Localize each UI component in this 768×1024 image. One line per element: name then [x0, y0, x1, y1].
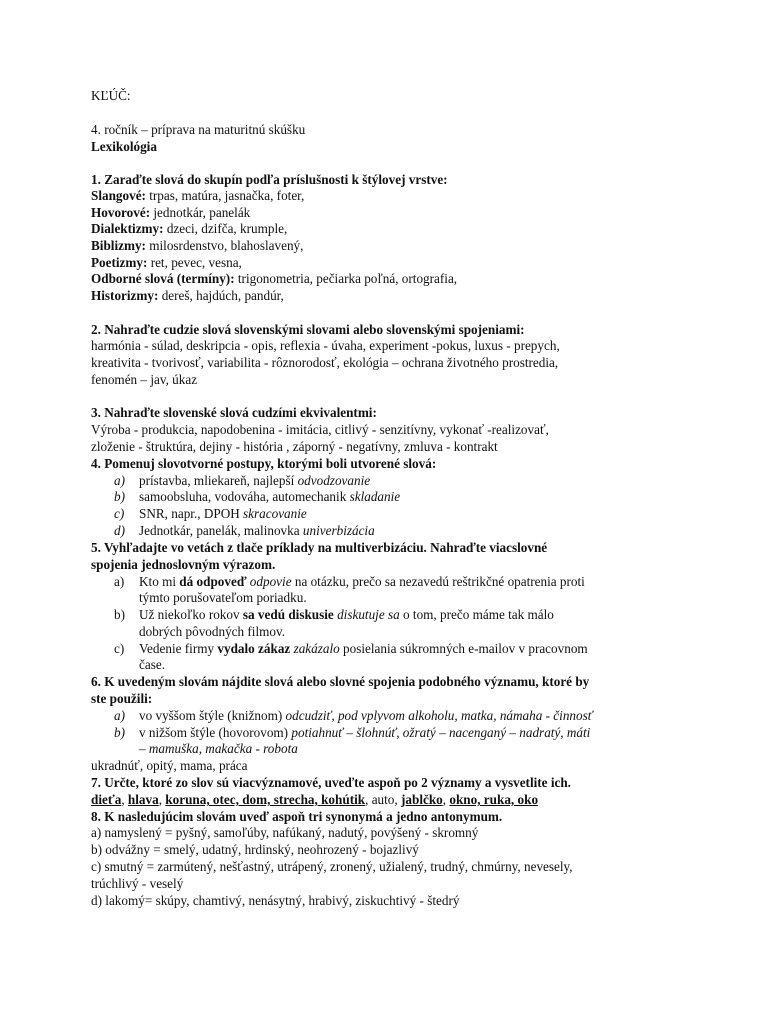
- q6-item: [139, 708, 593, 724]
- list-marker: a): [114, 574, 125, 589]
- q1-label: Slangové:: [91, 188, 146, 203]
- q5-text: Vedenie firmy: [139, 641, 218, 656]
- q4-item: [139, 506, 307, 522]
- q8-answer-line: a) namyslený = pyšný, samoľúby, nafúkaný, nadutý, povýšený - skromný: [91, 825, 479, 840]
- q1-label: Poetizmy:: [91, 255, 148, 270]
- q8-answer-line: c) smutný = zarmútený, nešťastný, utrápený, zronený, užialený, trudný, chmúrny, nevesely,: [91, 859, 573, 874]
- q5-multiverb: vydalo zákaz: [217, 641, 291, 656]
- q1-row-terms: [91, 271, 457, 287]
- q1-row-colloquial: [91, 205, 250, 221]
- question-5-continued: spojenia jednoslovným výrazom.: [91, 557, 276, 572]
- question-1: 1. Zaraďte slová do skupín podľa príslušnosti k štýlovej vrstve:: [91, 172, 448, 187]
- q5-text: posielania súkromných e-mailov v pracovnom: [339, 641, 588, 656]
- separator: ,: [121, 792, 128, 807]
- q6-answer: potiahnuť – šlohnúť, ožratý – nacenganý – nadratý, máti: [291, 725, 591, 740]
- q2-answer-line: harmónia - súlad, deskripcia - opis, reflexia - úvaha, experiment -pokus, luxus - prepych,: [91, 338, 560, 353]
- question-7: 7. Určte, ktoré zo slov sú viacvýznamové, uveďte aspoň po 2 významy a vysvetlite ich.: [91, 775, 571, 790]
- q4-answer: skracovanie: [243, 506, 307, 521]
- q1-row-dialect: [91, 221, 287, 237]
- q1-row-poetic: [91, 255, 242, 271]
- q4-answer: skladanie: [349, 489, 401, 504]
- question-8: 8. K nasledujúcim slovám uveď aspoň tri synonymá a jedno antonymum.: [91, 809, 503, 824]
- q2-answer-line: fenomén – jav, úkaz: [91, 372, 198, 387]
- q5-sentence-continued: týmto porušovateľom poriadku.: [139, 590, 307, 605]
- q5-sentence: [139, 607, 554, 623]
- q4-item: [139, 489, 400, 505]
- question-6: 6. K uvedeným slovám nájdite slová alebo slovné spojenia podobného významu, ktoré by: [91, 674, 590, 689]
- q5-text: Už niekoľko rokov: [139, 607, 243, 622]
- q8-answer-line: b) odvážny = smelý, udatný, hrdinský, neohrozený - bojazlivý: [91, 842, 419, 857]
- q4-item: [139, 523, 375, 539]
- document-subtitle: 4. ročník – príprava na maturitnú skúšku: [91, 122, 306, 137]
- list-marker: c): [114, 641, 125, 656]
- topic-heading: Lexikológia: [91, 139, 157, 154]
- q5-multiverb: sa vedú diskusie: [242, 607, 334, 622]
- q5-text: o tom, prečo máme tak málo: [399, 607, 554, 622]
- q5-sentence-continued: čase.: [139, 657, 165, 672]
- polysemous-word: okno, ruka, oko: [449, 792, 539, 807]
- q5-answer: zakázalo: [290, 641, 340, 656]
- separator: ,: [394, 792, 401, 807]
- q4-item: [139, 473, 370, 489]
- list-marker: b): [114, 725, 125, 740]
- q1-row-slang: [91, 188, 304, 204]
- q5-sentence: [139, 574, 585, 590]
- q1-text: dzeci, dzifča, krumple,: [163, 221, 288, 236]
- q1-text: ret, pevec, vesna,: [147, 255, 242, 270]
- q8-answer-line: d) lakomý= skúpy, chamtivý, nenásytný, hrabivý, ziskuchtivý - štedrý: [91, 893, 460, 908]
- q3-answer-line: zloženie - štruktúra, dejiny - história , záporný - negatívny, zmluva - kontrakt: [91, 439, 498, 454]
- q5-sentence-continued: dobrých pôvodných filmov.: [139, 624, 286, 639]
- q6-answer-continued: – mamuška, makačka - robota: [139, 741, 298, 756]
- q1-row-biblical: [91, 238, 303, 254]
- list-marker: a): [114, 708, 125, 723]
- q1-label: Hovorové:: [91, 205, 151, 220]
- q8-answer-line: trúchlivý - veselý: [91, 876, 184, 891]
- q5-text: na otázku, prečo sa nezavedú reštrikčné opatrenia proti: [291, 574, 585, 589]
- q6-answer: odcudziť, pod vplyvom alkoholu, matka, námaha - činnosť: [285, 708, 593, 723]
- polysemous-word: dieťa: [91, 792, 122, 807]
- polysemous-word: koruna, otec, dom, strecha, kohútik: [165, 792, 366, 807]
- q5-text: Kto mi: [139, 574, 180, 589]
- q5-multiverb: dá odpoveď: [179, 574, 247, 589]
- q6-text: v nižšom štýle (hovorovom): [139, 725, 292, 740]
- monosemous-word: auto: [371, 792, 395, 807]
- question-5: 5. Vyhľadajte vo vetách z tlače príklady na multiverbizáciu. Nahraďte viacslovné: [91, 540, 548, 555]
- q5-sentence: [139, 641, 588, 657]
- q1-label: Odborné slová (termíny):: [91, 271, 235, 286]
- q5-answer: diskutuje sa: [333, 607, 400, 622]
- q4-words: prístavba, mliekareň, najlepší: [139, 473, 298, 488]
- q4-answer: univerbizácia: [302, 523, 375, 538]
- q5-answer: odpovie: [246, 574, 292, 589]
- q1-text: dereš, hajdúch, pandúr,: [158, 288, 284, 303]
- q1-text: jednotkár, panelák: [150, 205, 251, 220]
- q6-text: vo vyššom štýle (knižnom): [139, 708, 286, 723]
- list-marker: a): [114, 473, 125, 488]
- q1-label: Historizmy:: [91, 288, 159, 303]
- q1-label: Biblizmy:: [91, 238, 146, 253]
- polysemous-word: jablčko: [401, 792, 443, 807]
- list-marker: b): [114, 489, 125, 504]
- q7-words: [91, 792, 538, 808]
- separator: ,: [442, 792, 450, 807]
- question-3: 3. Nahraďte slovenské slová cudzími ekvivalentmi:: [91, 405, 377, 420]
- q1-text: trpas, matúra, jasnačka, foter,: [145, 188, 305, 203]
- answer-key-heading: KĽÚČ:: [91, 88, 131, 103]
- q4-answer: odvodzovanie: [297, 473, 371, 488]
- question-6-continued: ste použili:: [91, 691, 153, 706]
- q4-words: SNR, napr., DPOH: [139, 506, 244, 521]
- list-marker: d): [114, 523, 125, 538]
- q6-item: [139, 725, 590, 741]
- q3-answer-line: Výroba - produkcia, napodobenina - imitácia, citlivý - senzitívny, vykonať -realizovať,: [91, 422, 549, 437]
- list-marker: b): [114, 607, 125, 622]
- question-4: 4. Pomenuj slovotvorné postupy, ktorými boli utvorené slová:: [91, 456, 437, 471]
- q4-words: samoobsluha, vodováha, automechanik: [139, 489, 350, 504]
- separator: ,: [365, 792, 372, 807]
- q1-text: milosrdenstvo, blahoslavený,: [145, 238, 304, 253]
- list-marker: c): [114, 506, 125, 521]
- q1-text: trigonometria, pečiarka poľná, ortografia,: [234, 271, 458, 286]
- separator: ,: [158, 792, 166, 807]
- q4-words: Jednotkár, panelák, malinovka: [139, 523, 303, 538]
- question-2: 2. Nahraďte cudzie slová slovenskými slovami alebo slovenskými spojeniami:: [91, 322, 525, 337]
- q1-label: Dialektizmy:: [91, 221, 164, 236]
- q2-answer-line: kreativita - tvorivosť, variabilita - rôznorodosť, ekológia – ochrana životného prostredia,: [91, 355, 559, 370]
- polysemous-word: hlava: [127, 792, 159, 807]
- q1-row-historical: [91, 288, 284, 304]
- q6-words: ukradnúť, opitý, mama, práca: [91, 758, 248, 773]
